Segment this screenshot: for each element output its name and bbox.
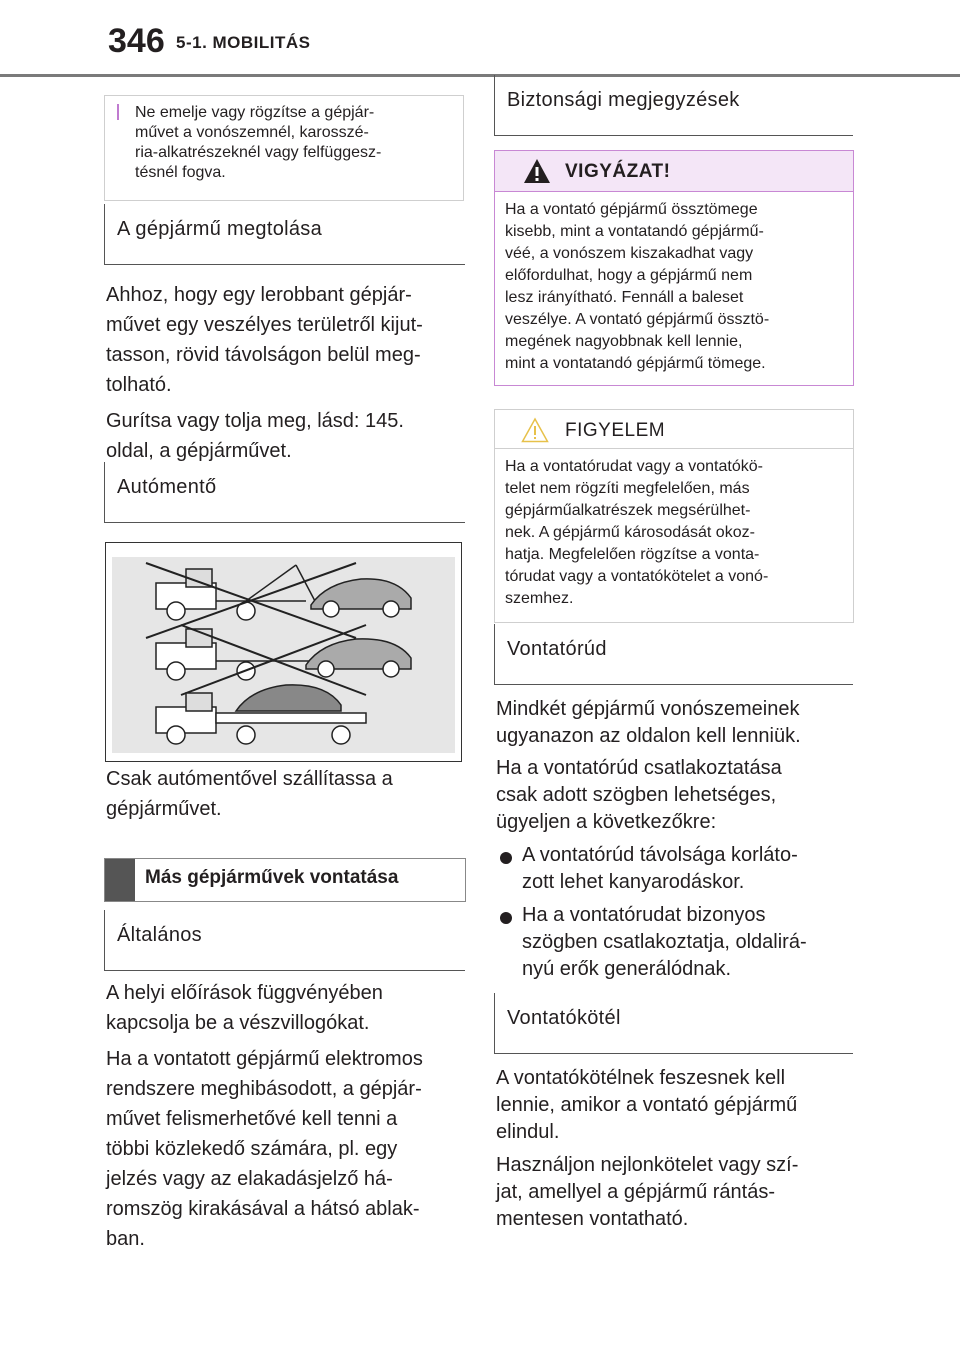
note-marker: [117, 104, 119, 120]
list-item-text: Ha a vontatórudat bizonyos szögben csatlakoztatja, oldalirá- nyú erők generálódnak.: [522, 904, 807, 980]
bullet-dot-icon: [500, 912, 512, 924]
subheading-tow-truck-label: Autómentő: [117, 476, 217, 498]
list-item: [500, 902, 850, 983]
subheading-safety-label: Biztonsági megjegyzések: [507, 89, 740, 111]
subheading-tow-truck: [104, 462, 465, 523]
subheading-tow-bar-label: Vontatórúd: [507, 638, 607, 660]
subheading-general: [104, 910, 465, 971]
caution-triangle-icon: [521, 417, 549, 443]
list-item: [500, 842, 850, 896]
subheading-safety: [494, 75, 853, 136]
note-box: [104, 95, 464, 201]
paragraph-push-1: Ahhoz, hogy egy lerobbant gépjár- művet egy veszélyes területről kijut- tasson, rövid távolságon belül meg- tolható.: [106, 284, 423, 396]
bullet-dot-icon: [500, 852, 512, 864]
warning-title-bar: [495, 151, 853, 192]
paragraph-tow-truck: Csak autómentővel szállítassa a gépjárművet.: [106, 768, 393, 820]
subheading-push: [104, 204, 465, 265]
notice-title: FIGYELEM: [565, 420, 666, 441]
heading-bar: [105, 859, 135, 901]
page-header: [0, 0, 960, 78]
paragraph-general-1: A helyi előírások függvényében kapcsolja be a vészvillogókat.: [106, 982, 383, 1034]
subheading-general-label: Általános: [117, 924, 202, 946]
paragraph-tow-bar-1: Mindkét gépjármű vonószemeinek ugyanazon az oldalon kell lenniük.: [496, 698, 801, 747]
towing-illustration-svg: [106, 543, 461, 761]
towing-illustration: [105, 542, 462, 762]
section-heading-other-vehicles-label: Más gépjárművek vontatása: [145, 867, 399, 888]
paragraph-tow-rope-1: A vontatókötélnek feszesnek kell lennie, amikor a vontató gépjármű elindul.: [496, 1067, 798, 1143]
paragraph-push-2: Gurítsa vagy tolja meg, lásd: 145. oldal, a gépjárművet.: [106, 410, 404, 462]
subheading-tow-rope: [494, 993, 853, 1054]
subheading-tow-bar: [494, 624, 853, 685]
section-title: 5-1. MOBILITÁS: [176, 33, 311, 52]
subheading-tow-rope-label: Vontatókötél: [507, 1007, 621, 1029]
section-heading-other-vehicles: [104, 858, 466, 902]
paragraph-tow-rope-2: Használjon nejlonkötelet vagy szí- jat, amellyel a gépjármű rántás- mentesen vontatható.: [496, 1154, 799, 1230]
notice-text: Ha a vontatórudat vagy a vontatókö- telet nem rögzíti megfelelően, más gépjárműalkatrészek megsérülhet- nek. A gépjármű károsodását okoz- hatja. Megfelelően rögzítse a vonta- tórudat vagy a vontatókötelet a vonó- szemhez.: [505, 458, 769, 607]
note-text: Ne emelje vagy rögzítse a gépjár- művet a vonószemnél, karosszé- ria-alkatrészeknél vagy felfüggesz- tésnél fogva.: [135, 104, 382, 181]
list-item-text: A vontatórúd távolsága korláto- zott lehet kanyarodáskor.: [522, 844, 798, 893]
warning-box: [494, 150, 854, 386]
warning-title: VIGYÁZAT!: [565, 161, 671, 182]
warning-text: Ha a vontató gépjármű össztömege kisebb, mint a vontatandó gépjármű- véé, a vonószem kiszakadhat vagy előfordulhat, hogy a gépjármű nem lesz irányítható. Fennáll a baleset veszélye. A vontató gépjármű össztö- megének nagyobbnak kell lennie, mint a vontatandó gépjármű tömege.: [505, 201, 770, 372]
subheading-push-label: A gépjármű megtolása: [117, 218, 323, 240]
notice-box: [494, 409, 854, 623]
notice-title-bar: [495, 410, 853, 449]
warning-triangle-icon: [523, 158, 551, 184]
paragraph-tow-bar-2: Ha a vontatórúd csatlakoztatása csak adott szögben lehetséges, ügyeljen a következőkre:: [496, 757, 782, 833]
page-number: 346: [108, 22, 165, 60]
paragraph-general-2: Ha a vontatott gépjármű elektromos rendszere meghibásodott, a gépjár- művet felismerhetővé kell tenni a többi közlekedő számára, pl. egy jelzés vagy az elakadásjelző há- romszög kirakásával a hátsó ablak- ban.: [106, 1048, 423, 1250]
